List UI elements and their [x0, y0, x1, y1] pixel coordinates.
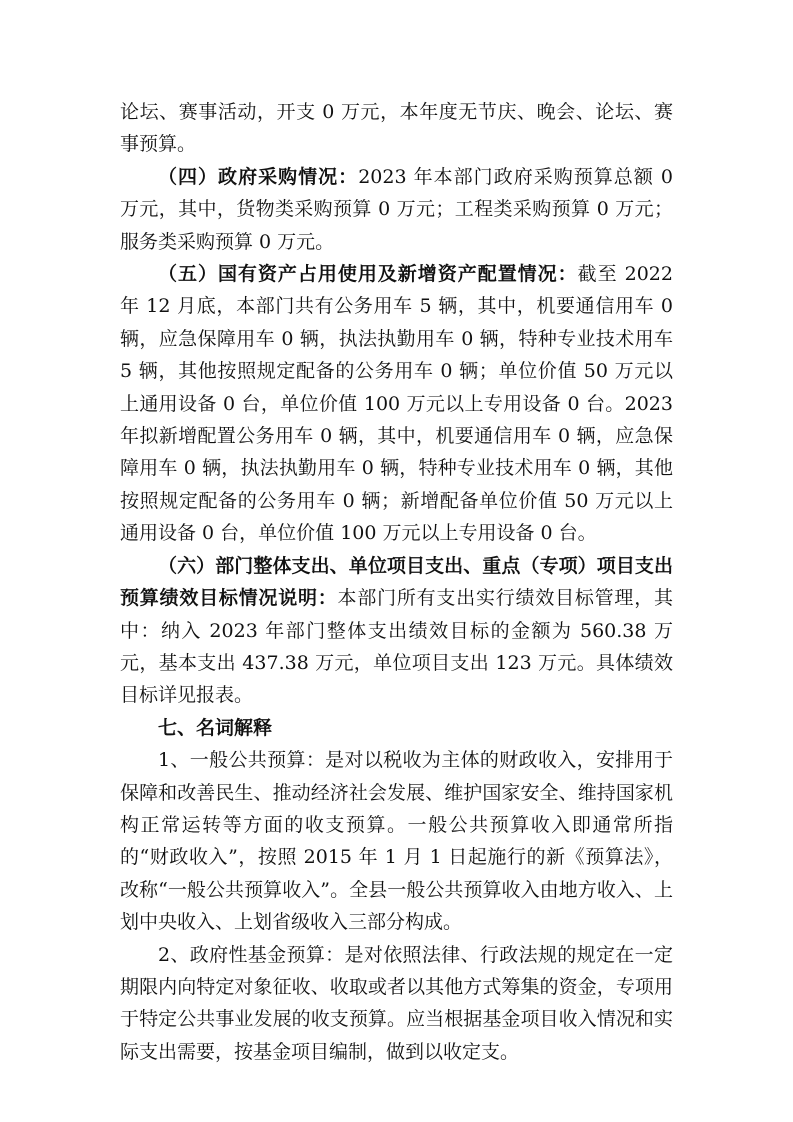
procurement-text: 2023 年本部门政府采购预算总额 0 万元，其中，货物类采购预算 0 万元；工程类采购预算 0 万元；服务类采购预算 0 万元。	[120, 165, 673, 253]
assets-heading: （五）国有资产占用使用及新增资产配置情况：	[158, 263, 578, 286]
section-heading-glossary: 七、名词解释	[158, 716, 273, 739]
assets-text: 截至 2022 年 12 月底，本部门共有公务用车 5 辆，其中，机要通信用车 0 辆，应急保障用车 0 辆，执法执勤用车 0 辆，特种专业技术用车 5 辆，其他按照规定配备的公务用车 0 辆；单位价值 50 万元以上通用设备 0 台，单位价值 100 万元以上专用设备 0 台。2023 年拟新增配置公务用车 0 辆，其中，机要通信用车 0 辆，应急保障用车 0 辆，执法执勤用车 0 辆，特种专业技术用车 0 辆，其他按照规定配备的公务用车 0 辆；新增配备单位价值 50 万元以上通用设备 0 台，单位价值 100 万元以上专用设备 0 台。	[120, 263, 673, 545]
glossary-item-fund-budget: 2、政府性基金预算：是对依照法律、行政法规的规定在一定期限内向特定对象征收、收取或者以其他方式筹集的资金，专项用于特定公共事业发展的收支预算。应当根据基金项目收入情况和实际支出需要，按基金项目编制，做到以收定支。	[120, 943, 673, 1063]
glossary-item-general-budget: 1、一般公共预算：是对以税收为主体的财政收入，安排用于保障和改善民生、推动经济社会发展、维护国家安全、维持国家机构正常运转等方面的收支预算。一般公共预算收入即通常所指的“财政收入”，按照 2015 年 1 月 1 日起施行的新《预算法》，改称“一般公共预算收入”。全县一般公共预算收入由地方收入、上划中央收入、上划省级收入三部分构成。	[120, 749, 673, 934]
paragraph-performance-targets	[120, 550, 673, 712]
paragraph-government-procurement	[120, 161, 673, 258]
procurement-heading: （四）政府采购情况：	[158, 165, 359, 188]
performance-text: 本部门所有支出实行绩效目标管理，其中：纳入 2023 年部门整体支出绩效目标的金额为 560.38 万元，基本支出 437.38 万元，单位项目支出 123 万元。具体绩效目标详见报表。	[120, 587, 673, 707]
performance-heading: （六）部门整体支出、单位项目支出、重点（专项）项目支出预算绩效目标情况说明：	[120, 554, 673, 610]
paragraph-continuation: 论坛、赛事活动，开支 0 万元，本年度无节庆、晚会、论坛、赛事预算。	[120, 101, 673, 156]
document-page	[120, 96, 673, 1068]
paragraph-state-assets	[120, 258, 673, 550]
